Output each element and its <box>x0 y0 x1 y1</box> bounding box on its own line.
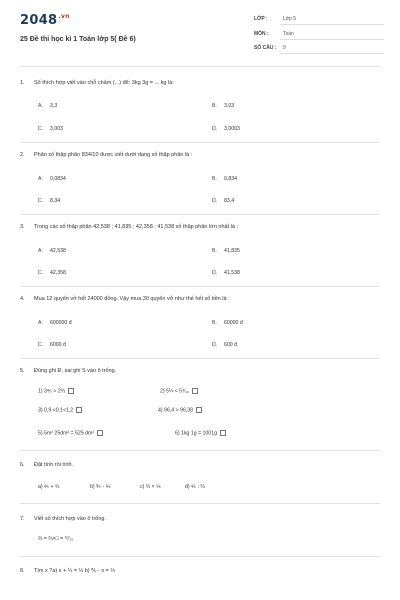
option-letter: D. <box>212 126 218 132</box>
option-d[interactable] <box>212 270 240 276</box>
meta-underline <box>280 24 384 25</box>
statement-text: 4) 96,4 > 96,38 <box>158 407 194 414</box>
option-c[interactable] <box>38 126 63 132</box>
exercise-item: b) ⅗ - ⅖ <box>90 484 111 490</box>
divider <box>20 142 380 143</box>
option-letter: B. <box>212 176 217 182</box>
question-text: Đúng ghi Đ, sai ghi S vào ô trống. <box>34 368 117 374</box>
question-3 <box>20 224 238 230</box>
statement-text: 3) 0,9 <0,1<1,2 <box>38 407 74 414</box>
statement-text: 6) 1kg 1g = 1001g <box>175 430 217 437</box>
option-b[interactable] <box>212 176 237 182</box>
option-a[interactable] <box>38 248 66 254</box>
true-false-item <box>38 388 74 394</box>
option-b[interactable] <box>212 103 234 109</box>
option-text: 41,835 <box>224 248 240 254</box>
question-5 <box>20 368 116 374</box>
meta-label: MÔN : <box>254 31 269 37</box>
option-text: 83,4 <box>224 198 235 204</box>
meta-underline <box>280 53 384 54</box>
option-text: 6000 đ <box>50 342 66 348</box>
question-text: Tìm x ?a) x + ¼ = ⅓ b) ⅖ - x = ⅓ <box>34 568 115 574</box>
question-number: 4. <box>20 296 25 302</box>
option-text: 3,03 <box>224 103 235 109</box>
option-d[interactable] <box>212 198 234 204</box>
true-false-item <box>158 407 202 413</box>
option-text: 600000 đ <box>50 320 72 326</box>
option-letter: A. <box>38 176 43 182</box>
answer-box[interactable] <box>68 388 74 394</box>
option-text: 60000 đ <box>224 320 243 326</box>
option-letter: A. <box>38 320 43 326</box>
option-letter: D. <box>212 198 218 204</box>
option-text: 3,3 <box>50 103 58 109</box>
answer-box[interactable] <box>220 430 226 436</box>
option-text: 41,538 <box>224 270 240 276</box>
true-false-item <box>38 430 103 436</box>
option-letter: D. <box>212 342 218 348</box>
meta-label: SỐ CÂU : <box>254 45 277 51</box>
option-text: 42,358 <box>50 270 66 276</box>
true-false-item <box>175 430 226 436</box>
question-text: Phân số thập phân 834/10 được viết dưới dạng số thập phân là : <box>34 152 193 158</box>
divider <box>20 556 380 557</box>
question-text: Viết số thích hợp vào ô trống. <box>34 516 106 522</box>
exercise-item: d) ⅘ : ⅔ <box>185 484 205 490</box>
question-number: 7. <box>20 516 25 522</box>
option-letter: A. <box>38 103 43 109</box>
option-b[interactable] <box>212 320 243 326</box>
option-text: 0,834 <box>224 176 237 182</box>
divider <box>20 286 380 287</box>
option-a[interactable] <box>38 176 66 182</box>
option-b[interactable] <box>212 248 240 254</box>
meta-value: Toán <box>283 31 294 37</box>
option-d[interactable] <box>212 126 240 132</box>
exercise-item: c) ⅔ × ⅙ <box>140 484 162 490</box>
question-4 <box>20 296 230 302</box>
option-letter: D. <box>212 270 218 276</box>
option-a[interactable] <box>38 103 57 109</box>
question-text: Số thích hợp viết vào chỗ chấm (...) để: 3kg 3g = ... kg là: <box>34 80 174 86</box>
question-text: Đặt tính rồi tính. <box>34 462 74 468</box>
divider <box>20 66 380 67</box>
logo-text: 2048 <box>20 13 58 28</box>
question-number: 3. <box>20 224 25 230</box>
statement-text: 1) 3⅘ > 2⅔ <box>38 388 66 395</box>
option-c[interactable] <box>38 198 60 204</box>
option-letter: C. <box>38 126 44 132</box>
option-text: 3,0003 <box>224 126 240 132</box>
answer-box[interactable] <box>196 407 202 413</box>
question-1 <box>20 80 174 86</box>
option-c[interactable] <box>38 270 66 276</box>
option-a[interactable] <box>38 320 72 326</box>
question-2 <box>20 152 192 158</box>
exercise-item: ⅔ = ⅔×□ = ¹⁰⁄₁₅ <box>38 536 74 542</box>
question-text: Mua 12 quyển vở hết 24000 đồng. Vậy mua 30 quyển vở như thế hết số tiền là : <box>34 296 230 302</box>
question-number: 5. <box>20 368 25 374</box>
statement-text: 5) 5m² 25dm² = 525 dm² <box>38 430 95 437</box>
true-false-item <box>38 407 82 413</box>
question-6 <box>20 462 73 468</box>
document-header <box>0 0 400 62</box>
option-letter: A. <box>38 248 43 254</box>
option-text: 8,34 <box>50 198 61 204</box>
logo-suffix: .vn <box>58 13 70 20</box>
option-d[interactable] <box>212 342 237 348</box>
option-letter: C. <box>38 342 44 348</box>
option-letter: C. <box>38 270 44 276</box>
divider <box>20 214 380 215</box>
meta-underline <box>280 39 384 40</box>
statement-text: 2) 5¼ < 5⁴⁄₁₀ <box>160 388 190 395</box>
divider <box>20 450 380 451</box>
question-8 <box>20 568 115 574</box>
option-letter: B. <box>212 320 217 326</box>
option-text: 3,003 <box>50 126 63 132</box>
divider <box>20 358 380 359</box>
option-letter: B. <box>212 248 217 254</box>
meta-value: Lớp 5 <box>283 16 297 22</box>
question-7 <box>20 516 106 522</box>
answer-box[interactable] <box>97 430 103 436</box>
meta-value: 9 <box>283 45 286 51</box>
answer-box[interactable] <box>192 388 198 394</box>
exercise-item: a) ⅘ + ⅔ <box>38 484 60 490</box>
meta-label: LỚP : <box>254 16 268 22</box>
site-logo[interactable] <box>20 13 70 28</box>
divider <box>20 503 380 504</box>
option-letter: C. <box>38 198 44 204</box>
question-number: 6. <box>20 462 25 468</box>
question-number: 1. <box>20 80 25 86</box>
option-text: 0,0834 <box>50 176 66 182</box>
true-false-item <box>160 388 198 394</box>
option-text: 600 đ <box>224 342 237 348</box>
document-title: 25 Đề thi học kì 1 Toán lớp 5( Đề 6) <box>20 36 136 43</box>
question-number: 2. <box>20 152 25 158</box>
question-number: 8. <box>20 568 25 574</box>
option-text: 42,538 <box>50 248 66 254</box>
option-c[interactable] <box>38 342 66 348</box>
question-text: Trong các số thập phân 42,538 ; 41,835 ; 42,358 ; 41,538 số thập phân lớn nhất là : <box>34 224 238 230</box>
answer-box[interactable] <box>76 407 82 413</box>
option-letter: B. <box>212 103 217 109</box>
